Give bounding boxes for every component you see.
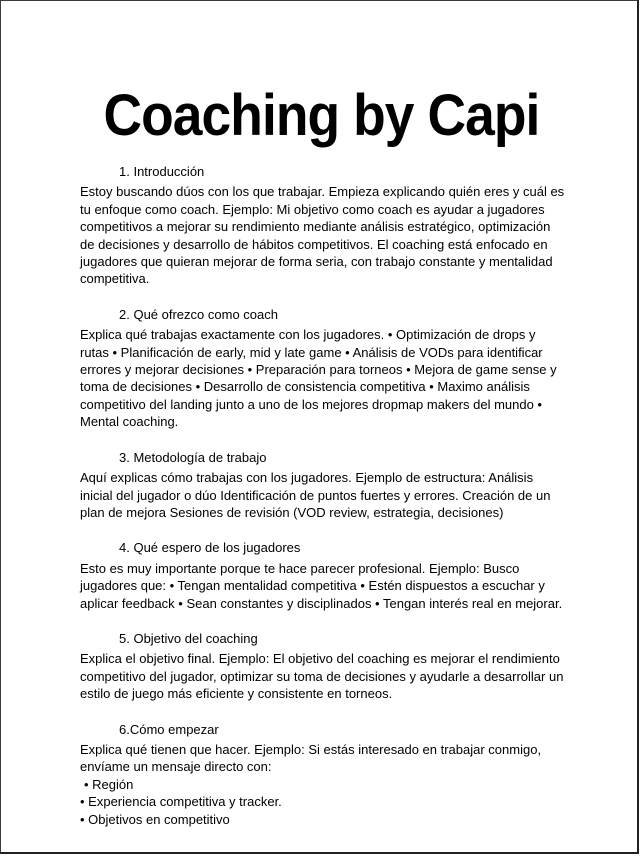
section-heading: 1. Introducción — [119, 164, 205, 179]
contact-requirements-list — [80, 776, 566, 828]
section-heading: 4. Qué espero de los jugadores — [119, 540, 301, 556]
document-title: Coaching by Capi — [103, 83, 540, 148]
section-body: Explica el objetivo final. Ejemplo: El objetivo del coaching es mejorar el rendimiento competitivo del jugador, optimizar su toma de decisiones y ayudarle a desarrollar un estilo de juego más eficiente y consistente en torneos. — [80, 651, 564, 702]
section-heading: 3. Metodología de trabajo — [119, 449, 267, 465]
section-body: Aquí explicas cómo trabajas con los jugadores. Ejemplo de estructura: Análisis inicial del jugador o dúo Identificación de puntos fuertes y errores. Creación de un plan de mejora Sesiones de revisión (VOD review, estrategia, decisiones) — [80, 470, 551, 520]
section-heading: 5. Objetivo del coaching — [119, 630, 258, 646]
section-introduccion — [80, 163, 566, 288]
section-que-espero — [80, 539, 566, 612]
section-objetivo — [80, 630, 566, 703]
section-que-ofrezco — [80, 306, 566, 431]
list-item: • Objetivos en competitivo — [80, 811, 230, 827]
section-heading: 2. Qué ofrezco como coach — [119, 306, 278, 322]
list-item: • Experiencia competitiva y tracker. — [80, 794, 282, 810]
section-body: Estoy buscando dúos con los que trabajar. Empieza explicando quién eres y cuál es tu enfoque como coach. Ejemplo: Mi objetivo como coach es ayudar a jugadores competitivos a mejorar su rendimiento mediante análisis estratégico, optimización de decisiones y desarrollo de hábitos competitivos. El coaching está enfocado en jugadores que quieran mejorar de forma seria, con trabajo constante y mentalidad competitiva. — [80, 184, 565, 287]
section-heading: 6.Cómo empezar — [119, 721, 219, 737]
section-como-empezar — [80, 721, 566, 828]
section-metodologia — [80, 449, 566, 522]
section-body: Esto es muy importante porque te hace parecer profesional. Ejemplo: Busco jugadores que: • Tengan mentalidad competitiva • Estén dispuestos a escuchar y aplicar feedback • Sean constantes y disciplinados • Tengan interés real en mejorar. — [80, 560, 563, 611]
document-content — [80, 163, 566, 846]
section-body: Explica qué trabajas exactamente con los jugadores. • Optimización de drops y rutas • Planificación de early, mid y late game • Análisis de VODs para identificar errores y mejorar decisiones • Preparación para torneos • Mejora de game sense y toma de decisiones • Desarrollo de consistencia competitiva • Maximo análisis competitivo del landing junto a uno de los mejores dropmap makers del mundo • Mental coaching. — [80, 327, 557, 430]
section-body: Explica qué tienen que hacer. Ejemplo: Si estás interesado en trabajar conmigo, envíame un mensaje directo con: — [80, 741, 542, 775]
list-item: • Región — [84, 776, 134, 792]
